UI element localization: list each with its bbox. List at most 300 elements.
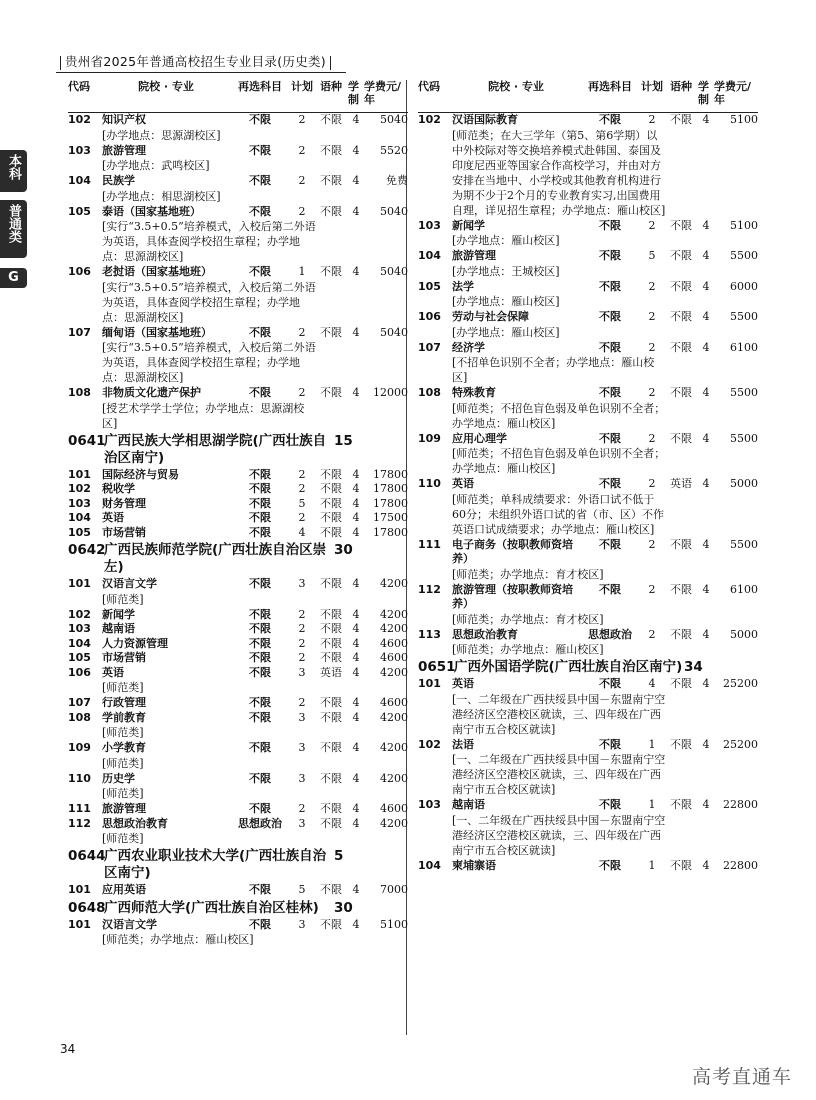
language: 不限: [320, 636, 342, 650]
tuition-fee: 5100: [730, 113, 758, 126]
subject-requirement: 不限: [249, 577, 271, 590]
major-code: 103: [418, 798, 441, 811]
table-row: [418, 219, 758, 234]
major-code: 101: [68, 467, 91, 481]
plan-count: 5: [298, 883, 306, 896]
col-plan-label: 计划: [641, 80, 663, 93]
major-note: [师范类；不招色盲色弱及单色识别不全者；办学地点：雁山校区]: [452, 447, 666, 475]
years: 4: [702, 431, 710, 445]
years: 4: [352, 710, 360, 724]
major-name: 行政管理: [102, 696, 146, 709]
major-name: 法学: [452, 279, 474, 293]
table-row: [68, 622, 408, 637]
tuition-fee: 5500: [730, 537, 758, 551]
left-column-header: [68, 80, 408, 113]
language: 不限: [670, 340, 692, 354]
tuition-fee: 5500: [730, 310, 758, 323]
years: 4: [702, 249, 710, 262]
school-code: 0648: [68, 899, 106, 916]
tuition-fee: 4200: [380, 741, 408, 754]
major-name: 非物质文化遗产保护: [102, 386, 201, 399]
years: 4: [352, 741, 360, 754]
major-code: 109: [418, 431, 441, 445]
major-name: 劳动与社会保障: [452, 310, 529, 323]
major-note: [办学地点：思源湖校区]: [102, 128, 221, 142]
plan-count: 2: [298, 511, 306, 524]
col-lang-label: 语种: [320, 80, 342, 93]
language: 不限: [320, 482, 342, 495]
years: 4: [352, 816, 360, 830]
major-name: 新闻学: [102, 607, 135, 621]
subject-requirement: 不限: [249, 917, 271, 931]
language: 不限: [670, 113, 692, 126]
major-name: 历史学: [102, 771, 135, 785]
table-row: [418, 738, 758, 753]
language: 不限: [670, 310, 692, 323]
tuition-fee: 25200: [723, 737, 758, 751]
school-code: 0651: [418, 659, 456, 675]
language: 不限: [670, 279, 692, 293]
tuition-fee: 5040: [380, 325, 408, 339]
major-code: 109: [68, 741, 91, 754]
subject-requirement: 不限: [249, 802, 271, 815]
table-row: [68, 696, 408, 711]
major-code: 107: [68, 325, 91, 339]
major-code: 106: [68, 265, 91, 278]
major-code: 110: [418, 477, 441, 490]
table-row: [68, 174, 408, 189]
language: 英语: [670, 477, 692, 490]
major-code: 105: [68, 525, 91, 539]
major-code: 108: [418, 386, 441, 399]
major-code: 106: [68, 665, 91, 679]
major-code: 112: [418, 582, 441, 596]
plan-count: 2: [298, 651, 306, 664]
major-code: 101: [68, 577, 91, 590]
col-years-label: 学制: [698, 80, 709, 106]
major-code: 105: [68, 651, 91, 664]
plan-count: 2: [298, 802, 306, 815]
language: 不限: [320, 325, 342, 339]
subject-requirement: 不限: [249, 325, 271, 339]
language: 不限: [320, 771, 342, 785]
tuition-fee: 5040: [380, 265, 408, 278]
major-code: 102: [68, 607, 91, 621]
major-name: 经济学: [452, 340, 485, 354]
major-name: 汉语言文学: [102, 577, 157, 590]
plan-count: 3: [298, 816, 306, 830]
years: 4: [352, 622, 360, 635]
table-row: [68, 637, 408, 652]
left-rows: [68, 113, 408, 947]
major-name: 缅甸语（国家基地班）: [102, 325, 212, 339]
subject-requirement: 不限: [249, 665, 271, 679]
language: 不限: [320, 525, 342, 539]
major-name: 旅游管理: [102, 143, 146, 157]
major-name: 新闻学: [452, 218, 485, 232]
major-note: [师范类；单科成绩要求：外语口试不低于60分；未组织外语口试的省（市、区）不作英语口试成绩要求；办学地点：雁山校区]: [452, 492, 664, 536]
subject-requirement: 不限: [249, 607, 271, 621]
subject-requirement: 不限: [599, 477, 621, 490]
left-column: [68, 80, 408, 948]
right-column: [418, 80, 758, 873]
major-note: [师范类]: [102, 832, 144, 845]
plan-count: 2: [648, 113, 656, 126]
language: 不限: [320, 265, 342, 278]
major-name: 汉语言文学: [102, 917, 157, 931]
plan-count: 3: [298, 710, 306, 724]
major-name: 市场营销: [102, 525, 146, 539]
major-note: [师范类；办学地点：雁山校区]: [102, 933, 254, 946]
major-code: 105: [68, 204, 91, 218]
subject-requirement: 不限: [599, 279, 621, 293]
subject-requirement: 不限: [599, 798, 621, 811]
major-name: 应用英语: [102, 883, 146, 896]
plan-count: 2: [648, 537, 656, 551]
table-row: [418, 798, 758, 813]
language: 不限: [320, 496, 342, 510]
years: 4: [352, 482, 360, 495]
major-note: [师范类；办学地点：雁山校区]: [452, 643, 604, 656]
years: 4: [702, 737, 710, 751]
subject-requirement: 不限: [249, 174, 271, 187]
major-name: 学前教育: [102, 710, 146, 724]
years: 4: [352, 204, 360, 218]
side-tab-undergrad: 本科: [0, 150, 27, 192]
years: 4: [352, 467, 360, 481]
subject-requirement: 不限: [599, 113, 621, 126]
tuition-fee: 5500: [730, 386, 758, 399]
plan-count: 3: [298, 771, 306, 785]
major-note: [实行“3.5+0.5”培养模式，入校后第二外语为英语，具体查阅学校招生章程；办学地点：思源湖校区]: [102, 220, 316, 263]
table-row: [68, 741, 408, 756]
major-name: 民族学: [102, 174, 135, 187]
language: 不限: [320, 651, 342, 664]
language: 不限: [320, 710, 342, 724]
table-row: [68, 711, 408, 726]
subject-requirement: 不限: [249, 771, 271, 785]
major-code: 103: [68, 143, 91, 157]
table-row: [68, 265, 408, 280]
plan-count: 3: [298, 917, 306, 931]
table-row: [68, 497, 408, 512]
years: 4: [702, 537, 710, 551]
years: 4: [352, 265, 360, 278]
language: 不限: [320, 917, 342, 931]
header-title: 贵州省2025年普通高校招生专业目录(历史类): [65, 54, 326, 69]
major-name: 英语: [452, 477, 474, 490]
plan-count: 2: [298, 174, 306, 187]
plan-count: 2: [298, 113, 306, 126]
plan-count: 2: [648, 477, 656, 490]
major-code: 104: [68, 174, 91, 187]
plan-count: 3: [298, 741, 306, 754]
major-name: 柬埔寨语: [452, 858, 496, 872]
years: 4: [702, 113, 710, 126]
side-tab-letter: G: [0, 268, 27, 288]
school-header: [68, 542, 408, 576]
school-plan-total: 34: [684, 659, 703, 675]
tuition-fee: 4600: [380, 651, 408, 664]
years: 4: [702, 310, 710, 323]
language: 不限: [320, 467, 342, 481]
major-code: 102: [418, 737, 441, 751]
major-name: 越南语: [102, 622, 135, 635]
tuition-fee: 5040: [380, 113, 408, 126]
plan-count: 3: [298, 577, 306, 590]
tuition-fee: 4600: [380, 802, 408, 815]
table-row: [68, 608, 408, 623]
major-name: 思想政治教育: [102, 816, 168, 830]
language: 不限: [320, 174, 342, 187]
table-row: [418, 538, 758, 567]
plan-count: 2: [298, 622, 306, 635]
major-name: 电子商务（按职教师资培养）: [452, 537, 573, 565]
school-header: [68, 848, 408, 882]
major-name: 应用心理学: [452, 431, 507, 445]
major-note: [办学地点：雁山校区]: [452, 234, 560, 247]
major-note: [师范类]: [102, 787, 144, 800]
table-row: [68, 651, 408, 666]
major-name: 财务管理: [102, 496, 146, 510]
right-rows: [418, 113, 758, 873]
major-name: 旅游管理（按职教师资培养）: [452, 582, 573, 610]
major-name: 越南语: [452, 798, 485, 811]
subject-requirement: 不限: [249, 204, 271, 218]
school-plan-total: 30: [334, 899, 353, 916]
years: 4: [702, 386, 710, 399]
language: 不限: [320, 741, 342, 754]
tuition-fee: 17800: [373, 467, 408, 481]
tuition-fee: 5520: [380, 143, 408, 157]
subject-requirement: 不限: [249, 651, 271, 664]
subject-requirement: 不限: [599, 431, 621, 445]
subject-requirement: 不限: [249, 741, 271, 754]
major-name: 英语: [102, 511, 124, 524]
years: 4: [352, 496, 360, 510]
table-row: [68, 577, 408, 592]
major-name: 人力资源管理: [102, 636, 168, 650]
years: 4: [702, 218, 710, 232]
tuition-fee: 6100: [730, 582, 758, 596]
tuition-fee: 22800: [723, 798, 758, 811]
school-name: 广西外国语学院(广西壮族自治区南宁): [454, 659, 683, 675]
school-code: 0642: [68, 542, 106, 558]
tuition-fee: 5040: [380, 204, 408, 218]
subject-requirement: 不限: [249, 636, 271, 650]
language: 不限: [320, 511, 342, 524]
major-code: 107: [418, 340, 441, 354]
tuition-fee: 17800: [373, 482, 408, 495]
subject-requirement: 不限: [599, 537, 621, 551]
plan-count: 2: [648, 310, 656, 323]
table-row: [68, 205, 408, 220]
years: 4: [352, 174, 360, 187]
major-note: [师范类]: [102, 681, 144, 694]
table-row: [418, 628, 758, 643]
tuition-fee: 25200: [723, 677, 758, 690]
subject-requirement: 不限: [599, 737, 621, 751]
major-note: [不招单色识别不全者；办学地点：雁山校区]: [452, 356, 655, 384]
subject-requirement: 不限: [249, 496, 271, 510]
tuition-fee: 4600: [380, 636, 408, 650]
major-note: [办学地点：雁山校区]: [452, 295, 560, 308]
school-plan-total: 5: [334, 848, 344, 864]
plan-count: 3: [298, 665, 306, 679]
years: 4: [352, 113, 360, 126]
major-code: 106: [418, 310, 441, 323]
tuition-fee: 5500: [730, 249, 758, 262]
major-code: 113: [418, 627, 441, 641]
plan-count: 2: [648, 279, 656, 293]
major-note: [办学地点：王城校区]: [452, 264, 560, 278]
major-code: 104: [68, 511, 91, 524]
language: 不限: [320, 607, 342, 621]
years: 4: [702, 858, 710, 872]
language: 不限: [320, 883, 342, 896]
subject-requirement: 思想政治: [588, 627, 632, 641]
subject-requirement: 不限: [249, 883, 271, 896]
table-row: [68, 802, 408, 817]
major-name: 特殊教育: [452, 386, 496, 399]
major-note: [师范类；不招色盲色弱及单色识别不全者；办学地点：雁山校区]: [452, 401, 666, 430]
school-plan-total: 15: [334, 432, 353, 449]
table-row: [418, 386, 758, 401]
language: 不限: [320, 113, 342, 126]
major-code: 102: [68, 482, 91, 495]
language: 不限: [670, 627, 692, 641]
years: 4: [352, 665, 360, 679]
major-name: 市场营销: [102, 651, 146, 664]
major-code: 104: [418, 858, 441, 872]
table-row: [418, 677, 758, 692]
school-header: [68, 433, 408, 467]
major-code: 103: [68, 622, 91, 635]
table-row: [418, 583, 758, 612]
major-note: [师范类；在大三学年（第5、第6学期）以中外校际对等交换培养模式赴韩国、泰国及印度尼西亚等国家合作高校学习，并由对方安排在当地中、小学校或其他教育机构进行为期不少于2个月的专业教育实习,出国费用自理，详见招生章程；办学地点：雁山校区]: [452, 128, 666, 217]
plan-count: 4: [298, 525, 306, 539]
table-row: [418, 341, 758, 356]
plan-count: 2: [648, 582, 656, 596]
major-code: 107: [68, 696, 91, 709]
subject-requirement: 不限: [249, 696, 271, 709]
tuition-fee: 17500: [373, 511, 408, 524]
col-fee-label: 学费元/年: [364, 80, 402, 106]
tuition-fee: 5000: [730, 477, 758, 490]
major-name: 英语: [102, 665, 124, 679]
major-code: 101: [68, 917, 91, 931]
major-name: 旅游管理: [452, 249, 496, 262]
watermark-brand: 高考直通车: [691, 1066, 792, 1088]
major-code: 103: [68, 496, 91, 510]
table-row: [68, 817, 408, 832]
major-name: 思想政治教育: [452, 627, 518, 641]
years: 4: [702, 477, 710, 490]
language: 不限: [320, 577, 342, 590]
right-column-header: [418, 80, 758, 113]
subject-requirement: 不限: [249, 622, 271, 635]
tuition-fee: 4600: [380, 696, 408, 709]
major-code: 104: [418, 249, 441, 262]
tuition-fee: 5100: [730, 218, 758, 232]
major-note: [实行“3.5+0.5”培养模式，入校后第二外语为英语，具体查阅学校招生章程；办学地点：思源湖校区]: [102, 341, 316, 384]
school-name: 广西民族师范学院(广西壮族自治区崇左): [104, 542, 327, 575]
tuition-fee: 4200: [380, 622, 408, 635]
table-row: [68, 113, 408, 128]
table-row: [68, 666, 408, 681]
major-code: 101: [68, 883, 91, 896]
major-note: [办学地点：雁山校区]: [452, 325, 560, 339]
tuition-fee: 4200: [380, 816, 408, 830]
major-name: 法语: [452, 737, 474, 751]
major-code: 108: [68, 710, 91, 724]
subject-requirement: 不限: [599, 582, 621, 596]
col-name-label: 院校 · 专业: [138, 80, 194, 93]
plan-count: 2: [648, 340, 656, 354]
years: 4: [702, 340, 710, 354]
tuition-fee: 17800: [373, 496, 408, 510]
plan-count: 2: [298, 696, 306, 709]
tuition-fee: 4200: [380, 710, 408, 724]
major-code: 104: [68, 636, 91, 650]
tuition-fee: 12000: [373, 386, 408, 399]
major-note: [师范类]: [102, 726, 144, 739]
tuition-fee: 4200: [380, 665, 408, 679]
subject-requirement: 不限: [599, 340, 621, 354]
tuition-fee: 4200: [380, 771, 408, 785]
plan-count: 2: [648, 218, 656, 232]
major-name: 汉语国际教育: [452, 113, 518, 126]
col-req-label: 再选科目: [588, 80, 632, 93]
plan-count: 2: [648, 627, 656, 641]
table-row: [68, 526, 408, 541]
school-name: 广西民族大学相思湖学院(广西壮族自治区南宁): [104, 432, 327, 466]
plan-count: 2: [298, 467, 306, 481]
years: 4: [352, 917, 360, 931]
major-note: [授艺术学学士学位；办学地点：思源湖校区]: [102, 401, 305, 430]
major-code: 103: [418, 218, 441, 232]
plan-count: 1: [648, 858, 656, 872]
school-code: 0644: [68, 848, 106, 864]
years: 4: [702, 677, 710, 690]
major-name: 泰语（国家基地班）: [102, 204, 201, 218]
years: 4: [352, 525, 360, 539]
col-code-label: 代码: [68, 80, 90, 93]
tuition-fee: 6100: [730, 340, 758, 354]
major-name: 知识产权: [102, 113, 146, 126]
major-note: [一、二年级在广西扶绥县中国－东盟南宁空港经济区空港校区就读，三、四年级在广西南宁市五合校区就读]: [452, 813, 666, 857]
school-plan-total: 30: [334, 542, 353, 558]
subject-requirement: 不限: [249, 113, 271, 126]
language: 不限: [320, 204, 342, 218]
major-name: 税收学: [102, 482, 135, 495]
table-row: [68, 482, 408, 497]
major-code: 102: [418, 113, 441, 126]
school-name: 广西师范大学(广西壮族自治区桂林): [104, 899, 319, 916]
col-req-label: 再选科目: [238, 80, 282, 93]
school-name: 广西农业职业技术大学(广西壮族自治区南宁): [104, 848, 327, 881]
years: 4: [352, 386, 360, 399]
language: 不限: [670, 386, 692, 399]
col-code-label: 代码: [418, 80, 440, 93]
table-row: [68, 144, 408, 159]
language: 不限: [320, 802, 342, 815]
subject-requirement: 不限: [599, 249, 621, 262]
years: 4: [702, 798, 710, 811]
major-name: 旅游管理: [102, 802, 146, 815]
tuition-fee: 4200: [380, 577, 408, 590]
years: 4: [352, 325, 360, 339]
